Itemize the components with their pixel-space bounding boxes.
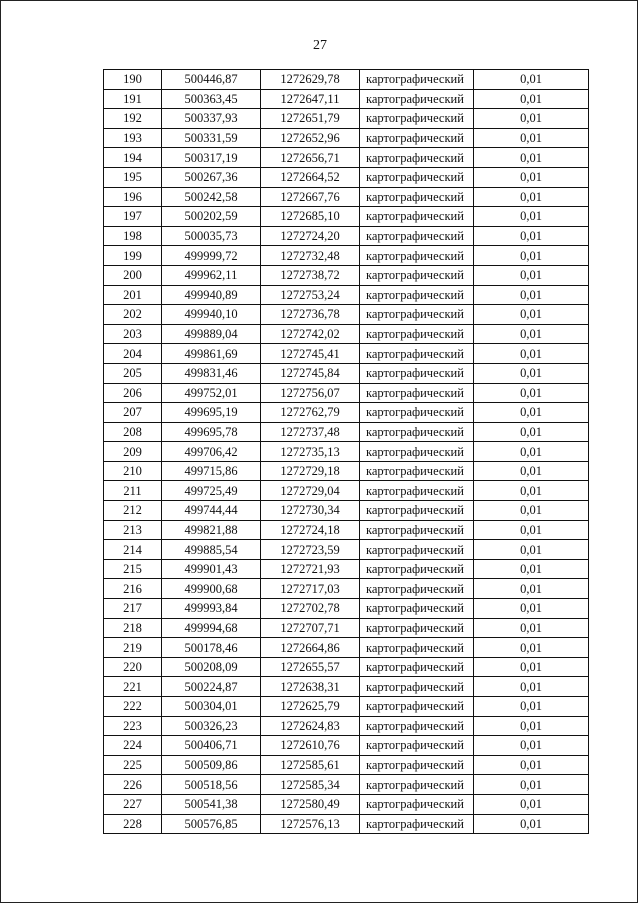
y-coordinate-cell: 1272651,79	[261, 109, 360, 129]
point-number-cell: 204	[104, 344, 162, 364]
method-cell: картографический	[360, 794, 474, 814]
y-coordinate-cell: 1272629,78	[261, 70, 360, 90]
method-cell: картографический	[360, 697, 474, 717]
y-coordinate-cell: 1272610,76	[261, 736, 360, 756]
table-row	[104, 187, 589, 207]
method-cell: картографический	[360, 403, 474, 423]
y-coordinate-cell: 1272685,10	[261, 207, 360, 227]
error-cell: 0,01	[474, 422, 589, 442]
table-row	[104, 285, 589, 305]
x-coordinate-cell: 500576,85	[162, 814, 261, 834]
error-cell: 0,01	[474, 128, 589, 148]
table-row	[104, 775, 589, 795]
x-coordinate-cell: 500242,58	[162, 187, 261, 207]
error-cell: 0,01	[474, 716, 589, 736]
y-coordinate-cell: 1272724,20	[261, 226, 360, 246]
table-row	[104, 109, 589, 129]
method-cell: картографический	[360, 755, 474, 775]
error-cell: 0,01	[474, 109, 589, 129]
error-cell: 0,01	[474, 324, 589, 344]
x-coordinate-cell: 500035,73	[162, 226, 261, 246]
method-cell: картографический	[360, 442, 474, 462]
table-row	[104, 736, 589, 756]
error-cell: 0,01	[474, 226, 589, 246]
error-cell: 0,01	[474, 481, 589, 501]
error-cell: 0,01	[474, 207, 589, 227]
method-cell: картографический	[360, 638, 474, 658]
x-coordinate-cell: 499940,89	[162, 285, 261, 305]
method-cell: картографический	[360, 461, 474, 481]
error-cell: 0,01	[474, 383, 589, 403]
method-cell: картографический	[360, 246, 474, 266]
error-cell: 0,01	[474, 657, 589, 677]
method-cell: картографический	[360, 501, 474, 521]
coordinates-table	[103, 69, 589, 834]
y-coordinate-cell: 1272647,11	[261, 89, 360, 109]
table-row	[104, 794, 589, 814]
point-number-cell: 215	[104, 559, 162, 579]
point-number-cell: 205	[104, 363, 162, 383]
table-row	[104, 167, 589, 187]
error-cell: 0,01	[474, 167, 589, 187]
y-coordinate-cell: 1272721,93	[261, 559, 360, 579]
error-cell: 0,01	[474, 305, 589, 325]
y-coordinate-cell: 1272756,07	[261, 383, 360, 403]
table-row	[104, 226, 589, 246]
x-coordinate-cell: 500363,45	[162, 89, 261, 109]
error-cell: 0,01	[474, 442, 589, 462]
table-row	[104, 599, 589, 619]
y-coordinate-cell: 1272707,71	[261, 618, 360, 638]
error-cell: 0,01	[474, 814, 589, 834]
y-coordinate-cell: 1272638,31	[261, 677, 360, 697]
x-coordinate-cell: 499744,44	[162, 501, 261, 521]
coordinates-table-body	[104, 70, 589, 834]
y-coordinate-cell: 1272585,34	[261, 775, 360, 795]
y-coordinate-cell: 1272664,86	[261, 638, 360, 658]
page-number: 27	[313, 38, 327, 53]
point-number-cell: 199	[104, 246, 162, 266]
x-coordinate-cell: 499994,68	[162, 618, 261, 638]
table-row	[104, 363, 589, 383]
table-row	[104, 579, 589, 599]
y-coordinate-cell: 1272625,79	[261, 697, 360, 717]
y-coordinate-cell: 1272667,76	[261, 187, 360, 207]
x-coordinate-cell: 500326,23	[162, 716, 261, 736]
error-cell: 0,01	[474, 775, 589, 795]
x-coordinate-cell: 499861,69	[162, 344, 261, 364]
y-coordinate-cell: 1272580,49	[261, 794, 360, 814]
table-row	[104, 89, 589, 109]
error-cell: 0,01	[474, 246, 589, 266]
x-coordinate-cell: 499725,49	[162, 481, 261, 501]
point-number-cell: 196	[104, 187, 162, 207]
x-coordinate-cell: 499962,11	[162, 265, 261, 285]
method-cell: картографический	[360, 481, 474, 501]
error-cell: 0,01	[474, 70, 589, 90]
method-cell: картографический	[360, 109, 474, 129]
y-coordinate-cell: 1272736,78	[261, 305, 360, 325]
point-number-cell: 220	[104, 657, 162, 677]
point-number-cell: 224	[104, 736, 162, 756]
table-row	[104, 265, 589, 285]
table-row	[104, 618, 589, 638]
point-number-cell: 202	[104, 305, 162, 325]
error-cell: 0,01	[474, 559, 589, 579]
table-row	[104, 344, 589, 364]
method-cell: картографический	[360, 128, 474, 148]
point-number-cell: 225	[104, 755, 162, 775]
method-cell: картографический	[360, 187, 474, 207]
method-cell: картографический	[360, 618, 474, 638]
x-coordinate-cell: 500224,87	[162, 677, 261, 697]
method-cell: картографический	[360, 344, 474, 364]
error-cell: 0,01	[474, 618, 589, 638]
x-coordinate-cell: 499889,04	[162, 324, 261, 344]
table-row	[104, 148, 589, 168]
method-cell: картографический	[360, 305, 474, 325]
table-row	[104, 638, 589, 658]
point-number-cell: 214	[104, 540, 162, 560]
error-cell: 0,01	[474, 187, 589, 207]
point-number-cell: 208	[104, 422, 162, 442]
point-number-cell: 209	[104, 442, 162, 462]
table-row	[104, 814, 589, 834]
point-number-cell: 212	[104, 501, 162, 521]
point-number-cell: 193	[104, 128, 162, 148]
y-coordinate-cell: 1272738,72	[261, 265, 360, 285]
x-coordinate-cell: 499706,42	[162, 442, 261, 462]
x-coordinate-cell: 499715,86	[162, 461, 261, 481]
y-coordinate-cell: 1272702,78	[261, 599, 360, 619]
x-coordinate-cell: 500202,59	[162, 207, 261, 227]
x-coordinate-cell: 500446,87	[162, 70, 261, 90]
x-coordinate-cell: 499999,72	[162, 246, 261, 266]
y-coordinate-cell: 1272742,02	[261, 324, 360, 344]
method-cell: картографический	[360, 70, 474, 90]
point-number-cell: 200	[104, 265, 162, 285]
x-coordinate-cell: 499901,43	[162, 559, 261, 579]
method-cell: картографический	[360, 559, 474, 579]
y-coordinate-cell: 1272732,48	[261, 246, 360, 266]
x-coordinate-cell: 500304,01	[162, 697, 261, 717]
x-coordinate-cell: 500406,71	[162, 736, 261, 756]
y-coordinate-cell: 1272735,13	[261, 442, 360, 462]
point-number-cell: 197	[104, 207, 162, 227]
method-cell: картографический	[360, 285, 474, 305]
point-number-cell: 201	[104, 285, 162, 305]
x-coordinate-cell: 499821,88	[162, 520, 261, 540]
point-number-cell: 228	[104, 814, 162, 834]
method-cell: картографический	[360, 363, 474, 383]
x-coordinate-cell: 499900,68	[162, 579, 261, 599]
y-coordinate-cell: 1272753,24	[261, 285, 360, 305]
table-row	[104, 481, 589, 501]
error-cell: 0,01	[474, 89, 589, 109]
method-cell: картографический	[360, 775, 474, 795]
x-coordinate-cell: 499940,10	[162, 305, 261, 325]
error-cell: 0,01	[474, 501, 589, 521]
point-number-cell: 194	[104, 148, 162, 168]
y-coordinate-cell: 1272762,79	[261, 403, 360, 423]
error-cell: 0,01	[474, 736, 589, 756]
table-row	[104, 755, 589, 775]
error-cell: 0,01	[474, 363, 589, 383]
table-row	[104, 716, 589, 736]
method-cell: картографический	[360, 167, 474, 187]
point-number-cell: 203	[104, 324, 162, 344]
y-coordinate-cell: 1272729,18	[261, 461, 360, 481]
point-number-cell: 226	[104, 775, 162, 795]
y-coordinate-cell: 1272624,83	[261, 716, 360, 736]
point-number-cell: 198	[104, 226, 162, 246]
table-row	[104, 383, 589, 403]
x-coordinate-cell: 500317,19	[162, 148, 261, 168]
method-cell: картографический	[360, 226, 474, 246]
error-cell: 0,01	[474, 599, 589, 619]
y-coordinate-cell: 1272655,57	[261, 657, 360, 677]
point-number-cell: 223	[104, 716, 162, 736]
method-cell: картографический	[360, 265, 474, 285]
method-cell: картографический	[360, 324, 474, 344]
point-number-cell: 213	[104, 520, 162, 540]
y-coordinate-cell: 1272717,03	[261, 579, 360, 599]
table-row	[104, 422, 589, 442]
method-cell: картографический	[360, 579, 474, 599]
point-number-cell: 190	[104, 70, 162, 90]
y-coordinate-cell: 1272729,04	[261, 481, 360, 501]
point-number-cell: 218	[104, 618, 162, 638]
table-row	[104, 461, 589, 481]
point-number-cell: 216	[104, 579, 162, 599]
point-number-cell: 217	[104, 599, 162, 619]
table-row	[104, 501, 589, 521]
error-cell: 0,01	[474, 540, 589, 560]
error-cell: 0,01	[474, 794, 589, 814]
method-cell: картографический	[360, 520, 474, 540]
y-coordinate-cell: 1272656,71	[261, 148, 360, 168]
table-row	[104, 246, 589, 266]
error-cell: 0,01	[474, 579, 589, 599]
table-row	[104, 324, 589, 344]
method-cell: картографический	[360, 540, 474, 560]
x-coordinate-cell: 500267,36	[162, 167, 261, 187]
x-coordinate-cell: 499695,78	[162, 422, 261, 442]
y-coordinate-cell: 1272737,48	[261, 422, 360, 442]
method-cell: картографический	[360, 716, 474, 736]
x-coordinate-cell: 500178,46	[162, 638, 261, 658]
table-row	[104, 559, 589, 579]
error-cell: 0,01	[474, 403, 589, 423]
point-number-cell: 195	[104, 167, 162, 187]
error-cell: 0,01	[474, 755, 589, 775]
point-number-cell: 210	[104, 461, 162, 481]
table-row	[104, 305, 589, 325]
error-cell: 0,01	[474, 344, 589, 364]
method-cell: картографический	[360, 148, 474, 168]
point-number-cell: 219	[104, 638, 162, 658]
table-row	[104, 207, 589, 227]
method-cell: картографический	[360, 89, 474, 109]
x-coordinate-cell: 500208,09	[162, 657, 261, 677]
y-coordinate-cell: 1272664,52	[261, 167, 360, 187]
table-row	[104, 540, 589, 560]
table-row	[104, 70, 589, 90]
x-coordinate-cell: 500331,59	[162, 128, 261, 148]
method-cell: картографический	[360, 422, 474, 442]
table-row	[104, 403, 589, 423]
error-cell: 0,01	[474, 638, 589, 658]
point-number-cell: 192	[104, 109, 162, 129]
method-cell: картографический	[360, 207, 474, 227]
method-cell: картографический	[360, 383, 474, 403]
error-cell: 0,01	[474, 148, 589, 168]
y-coordinate-cell: 1272745,41	[261, 344, 360, 364]
y-coordinate-cell: 1272723,59	[261, 540, 360, 560]
table-row	[104, 697, 589, 717]
error-cell: 0,01	[474, 697, 589, 717]
y-coordinate-cell: 1272652,96	[261, 128, 360, 148]
error-cell: 0,01	[474, 677, 589, 697]
point-number-cell: 221	[104, 677, 162, 697]
x-coordinate-cell: 500509,86	[162, 755, 261, 775]
error-cell: 0,01	[474, 265, 589, 285]
error-cell: 0,01	[474, 461, 589, 481]
y-coordinate-cell: 1272730,34	[261, 501, 360, 521]
method-cell: картографический	[360, 657, 474, 677]
error-cell: 0,01	[474, 520, 589, 540]
table-row	[104, 520, 589, 540]
x-coordinate-cell: 500518,56	[162, 775, 261, 795]
point-number-cell: 207	[104, 403, 162, 423]
y-coordinate-cell: 1272585,61	[261, 755, 360, 775]
table-row	[104, 128, 589, 148]
x-coordinate-cell: 499885,54	[162, 540, 261, 560]
x-coordinate-cell: 499752,01	[162, 383, 261, 403]
y-coordinate-cell: 1272745,84	[261, 363, 360, 383]
y-coordinate-cell: 1272576,13	[261, 814, 360, 834]
point-number-cell: 227	[104, 794, 162, 814]
method-cell: картографический	[360, 677, 474, 697]
method-cell: картографический	[360, 736, 474, 756]
table-row	[104, 657, 589, 677]
x-coordinate-cell: 500337,93	[162, 109, 261, 129]
table-row	[104, 442, 589, 462]
table-row	[104, 677, 589, 697]
method-cell: картографический	[360, 599, 474, 619]
y-coordinate-cell: 1272724,18	[261, 520, 360, 540]
x-coordinate-cell: 499993,84	[162, 599, 261, 619]
x-coordinate-cell: 499831,46	[162, 363, 261, 383]
point-number-cell: 206	[104, 383, 162, 403]
error-cell: 0,01	[474, 285, 589, 305]
point-number-cell: 191	[104, 89, 162, 109]
method-cell: картографический	[360, 814, 474, 834]
point-number-cell: 222	[104, 697, 162, 717]
point-number-cell: 211	[104, 481, 162, 501]
x-coordinate-cell: 499695,19	[162, 403, 261, 423]
x-coordinate-cell: 500541,38	[162, 794, 261, 814]
